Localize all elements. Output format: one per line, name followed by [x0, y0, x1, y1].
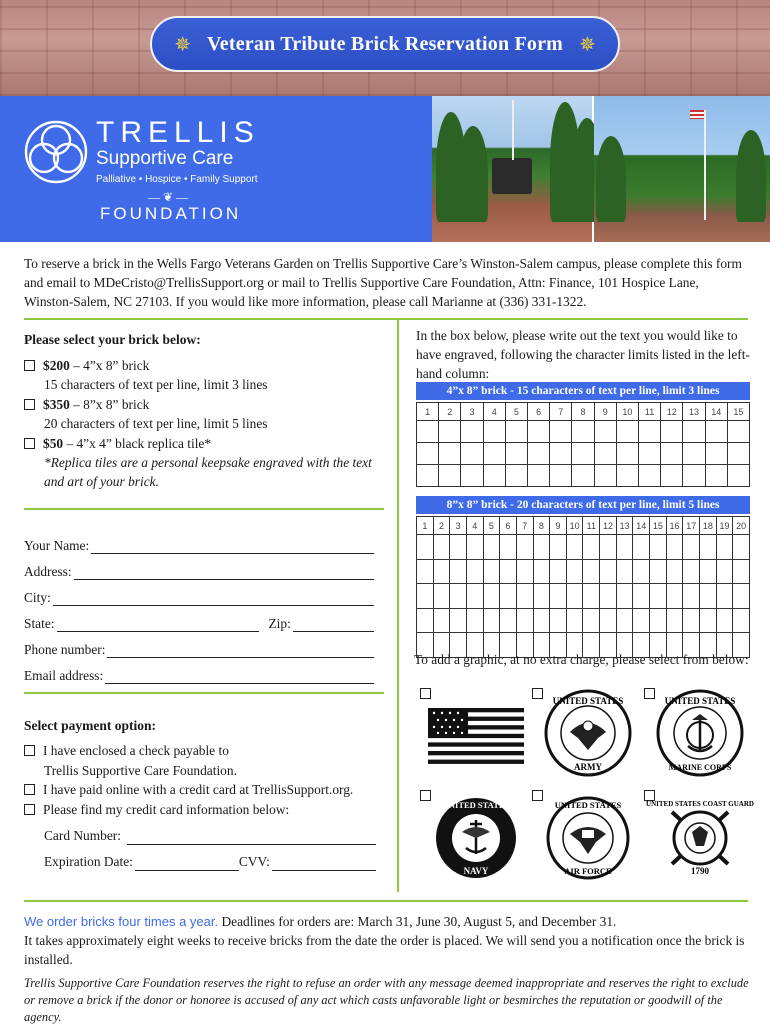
payment-heading: Select payment option:	[24, 718, 156, 733]
grid-column-number: 12	[661, 403, 683, 421]
emblem-top-text: UNITED STATES	[552, 696, 624, 706]
grid-cell[interactable]	[567, 560, 584, 585]
grid-column-number: 8	[572, 403, 594, 421]
grid-column-number: 3	[450, 517, 467, 535]
phone-input[interactable]	[107, 644, 374, 658]
grid-cell[interactable]	[683, 421, 705, 443]
emblem-bottom-text: 1790	[691, 866, 709, 876]
grid-cell[interactable]	[450, 584, 467, 609]
grid-column-number: 4	[467, 517, 484, 535]
grid-cell[interactable]	[633, 560, 650, 585]
grid-cell[interactable]	[434, 560, 451, 585]
grid-column-number: 6	[500, 517, 517, 535]
grid-cell[interactable]	[700, 584, 717, 609]
grid-cell[interactable]	[417, 535, 434, 560]
grid-cell[interactable]	[617, 465, 639, 487]
grid-cell[interactable]	[572, 421, 594, 443]
grid-cell[interactable]	[461, 465, 483, 487]
grid-column-number: 7	[517, 517, 534, 535]
grid-cell[interactable]	[639, 465, 661, 487]
grid-cell[interactable]	[572, 465, 594, 487]
check-payee: Trellis Supportive Care Foundation.	[44, 762, 237, 778]
grid-cell[interactable]	[661, 443, 683, 465]
grid-cell[interactable]	[450, 609, 467, 634]
emblem-top-text: UNITED STATES COAST GUARD	[646, 800, 754, 808]
grid-cell[interactable]	[484, 421, 506, 443]
grid-column-number: 10	[617, 403, 639, 421]
grid-column-number: 4	[484, 403, 506, 421]
emblem-bottom-text: MARINE CORPS	[668, 763, 732, 772]
navy-seal-icon	[428, 792, 524, 878]
brick-option-50[interactable]	[24, 434, 384, 453]
grid-column-number: 10	[567, 517, 584, 535]
grid-cell[interactable]	[550, 584, 567, 609]
grid-cell[interactable]	[417, 609, 434, 634]
grid-cell[interactable]	[706, 421, 728, 443]
graphic-caption: To add a graphic, at no extra charge, please select from below:	[414, 652, 749, 667]
card-number-input[interactable]	[127, 831, 376, 845]
grid-cell[interactable]	[467, 584, 484, 609]
grid-column-number: 13	[683, 403, 705, 421]
divider	[24, 318, 748, 320]
grid-cell[interactable]	[683, 465, 705, 487]
grid-cell[interactable]	[633, 584, 650, 609]
payment-section	[24, 716, 376, 871]
checkbox[interactable]	[24, 399, 35, 410]
graphic-option-air-force[interactable]	[532, 786, 636, 878]
grid-column-number: 2	[439, 403, 461, 421]
engraving-grid-large[interactable]	[416, 516, 750, 658]
grid-column-number: 3	[461, 403, 483, 421]
grid-column-number: 6	[528, 403, 550, 421]
contact-fields	[24, 528, 374, 684]
grid-cell[interactable]	[650, 535, 667, 560]
grid-cell[interactable]	[567, 584, 584, 609]
grid-cell[interactable]	[417, 443, 439, 465]
email-field[interactable]: Email address:	[24, 658, 374, 684]
grid-cell[interactable]	[450, 535, 467, 560]
grid-cell[interactable]	[517, 560, 534, 585]
grid-cell[interactable]	[567, 535, 584, 560]
grid-cell[interactable]	[461, 421, 483, 443]
grid-cell[interactable]	[450, 560, 467, 585]
grid-cell[interactable]	[683, 443, 705, 465]
graphic-option-navy[interactable]	[420, 786, 524, 878]
brick-select-heading: Please select your brick below:	[24, 332, 201, 347]
grid-cell[interactable]	[667, 560, 684, 585]
name-input[interactable]	[91, 540, 374, 554]
grid-cell[interactable]	[467, 609, 484, 634]
emblem-bottom-text: ARMY	[574, 762, 602, 772]
grid-cell[interactable]	[700, 560, 717, 585]
grid-cell[interactable]	[667, 535, 684, 560]
grid-column-number: 17	[683, 517, 700, 535]
checkbox[interactable]	[24, 745, 35, 756]
checkbox[interactable]	[24, 360, 35, 371]
grid-cell[interactable]	[617, 535, 634, 560]
divider	[24, 900, 748, 902]
star-icon: ✵	[174, 33, 191, 56]
grid-cell[interactable]	[650, 584, 667, 609]
grid-cell[interactable]	[706, 443, 728, 465]
card-number-field[interactable]: Card Number:	[24, 819, 376, 845]
grid-cell[interactable]	[733, 609, 750, 634]
brick-option-200[interactable]	[24, 356, 384, 375]
grid-cell[interactable]	[700, 609, 717, 634]
grid-cell[interactable]	[717, 535, 734, 560]
grid-cell[interactable]	[417, 421, 439, 443]
zip-input[interactable]	[293, 618, 374, 632]
grid-column-number: 18	[700, 517, 717, 535]
marine-corps-seal-icon	[652, 690, 748, 776]
grid-column-number: 9	[595, 403, 617, 421]
graphic-option-army[interactable]	[532, 684, 636, 776]
grid-cell[interactable]	[500, 535, 517, 560]
disclaimer: Trellis Supportive Care Foundation reserves the right to refuse an order with any message deemed inappropriate and reserves the right to exclude or remove a brick if the donor or honoree is accused of any act which casts unfavorable light or besmirches the reputation or goodwill of the agency.	[24, 976, 749, 1024]
grid-cell[interactable]	[639, 443, 661, 465]
expiration-field[interactable]: Expiration Date: CVV:	[24, 845, 376, 871]
grid-cell[interactable]	[534, 584, 551, 609]
checkbox[interactable]	[24, 784, 35, 795]
grid-cell[interactable]	[600, 560, 617, 585]
grid-cell[interactable]	[583, 609, 600, 634]
grid-cell[interactable]	[661, 421, 683, 443]
grid-cell[interactable]	[550, 443, 572, 465]
grid-cell[interactable]	[683, 584, 700, 609]
grid-cell[interactable]	[567, 609, 584, 634]
grid-cell[interactable]	[683, 560, 700, 585]
emblem-bottom-text: NAVY	[463, 866, 489, 876]
grid-cell[interactable]	[728, 421, 750, 443]
grid-cell[interactable]	[572, 443, 594, 465]
grid-cell[interactable]	[467, 560, 484, 585]
brand-tagline: Palliative • Hospice • Family Support	[96, 174, 258, 185]
grid-cell[interactable]	[528, 465, 550, 487]
grid-column-number: 12	[600, 517, 617, 535]
grid-cell[interactable]	[617, 560, 634, 585]
grid-cell[interactable]	[534, 560, 551, 585]
engraving-instructions: In the box below, please write out the text you would like to have engraved, following the character limits listed in the left-hand column:	[416, 328, 750, 381]
leaf-icon: — ❦ —	[148, 190, 189, 204]
state-input[interactable]	[57, 618, 259, 632]
grid-cell[interactable]	[633, 609, 650, 634]
grid-cell[interactable]	[667, 584, 684, 609]
option-desc: – 4”x 4” black replica tile*	[63, 435, 212, 451]
grid-column-number: 13	[617, 517, 634, 535]
phone-field[interactable]: Phone number:	[24, 632, 374, 658]
grid-cell[interactable]	[500, 584, 517, 609]
brick-banner	[0, 0, 770, 96]
grid-column-number: 2	[434, 517, 451, 535]
grid-cell[interactable]	[534, 535, 551, 560]
grid-cell[interactable]	[667, 609, 684, 634]
grid-cell[interactable]	[595, 443, 617, 465]
grid-cell[interactable]	[583, 560, 600, 585]
option-price: $350	[43, 396, 70, 412]
grid-column-number: 8	[534, 517, 551, 535]
grid-cell[interactable]	[417, 465, 439, 487]
replica-note: *Replica tiles are a personal keepsake engraved with the text and art of your brick.	[44, 455, 372, 490]
cvv-input[interactable]	[272, 857, 376, 871]
army-seal-icon	[540, 690, 636, 776]
grid-cell[interactable]	[717, 584, 734, 609]
air-force-seal-icon	[540, 792, 636, 878]
grid-cell[interactable]	[439, 421, 461, 443]
payment-option-card[interactable]: Please find my credit card information below:	[24, 800, 376, 819]
grid-cell[interactable]	[728, 443, 750, 465]
grid-cell[interactable]	[434, 609, 451, 634]
option-price: $50	[43, 435, 64, 451]
grid-column-number: 1	[417, 517, 434, 535]
option-desc: – 8”x 8” brick	[69, 396, 150, 412]
grid-cell[interactable]	[534, 609, 551, 634]
brick-options	[24, 356, 384, 492]
payment-option-online[interactable]: I have paid online with a credit card at TrellisSupport.org.	[24, 780, 376, 799]
grid-cell[interactable]	[550, 535, 567, 560]
grid-cell[interactable]	[583, 535, 600, 560]
grid-cell[interactable]	[600, 584, 617, 609]
checkbox[interactable]	[24, 804, 35, 815]
grid-cell[interactable]	[528, 421, 550, 443]
grid-cell[interactable]	[484, 465, 506, 487]
grid-cell[interactable]	[484, 609, 501, 634]
grid-column-number: 14	[706, 403, 728, 421]
option-price: $200	[43, 358, 70, 373]
address-field[interactable]: Address:	[24, 554, 374, 580]
checkbox[interactable]	[24, 438, 35, 449]
grid-cell[interactable]	[484, 443, 506, 465]
grid-cell[interactable]	[484, 560, 501, 585]
order-info	[24, 912, 754, 969]
expiration-input[interactable]	[135, 857, 239, 871]
grid-cell[interactable]	[517, 584, 534, 609]
star-icon: ✵	[579, 33, 596, 56]
graphic-option-flag[interactable]	[420, 684, 524, 776]
option-detail: 15 characters of text per line, limit 3 lines	[44, 377, 268, 393]
grid-cell[interactable]	[500, 609, 517, 634]
grid-cell[interactable]	[733, 535, 750, 560]
grid-cell[interactable]	[661, 465, 683, 487]
grid-cell[interactable]	[706, 465, 728, 487]
name-field[interactable]: Your Name:	[24, 528, 374, 554]
order-deadlines: Deadlines for orders are: March 31, June 30, August 5, and December 31.	[218, 914, 617, 929]
grid-cell[interactable]	[617, 584, 634, 609]
grid-column-number: 16	[667, 517, 684, 535]
grid-column-number: 19	[717, 517, 734, 535]
brand-name: TRELLIS	[96, 116, 260, 149]
grid-cell[interactable]	[617, 609, 634, 634]
grid-cell[interactable]	[484, 584, 501, 609]
intro-text: To reserve a brick in the Wells Fargo Veterans Garden on Trellis Supportive Care’s Winston-Salem campus, please complete this form and email to MDeCristo@TrellisSupport.org or mail to Trellis Supportive Care Foundation, Attn: Finance, 101 Hospice Lane, Winston-Salem, NC 27103. If you would like more information, please call Marianne at (336) 331-1322.	[24, 256, 742, 309]
grid-small-title: 4”x 8” brick - 15 characters of text per line, limit 3 lines	[416, 382, 750, 400]
logo-panel	[0, 96, 432, 242]
grid-large-title: 8”x 8” brick - 20 characters of text per line, limit 5 lines	[416, 496, 750, 514]
grid-column-number: 9	[550, 517, 567, 535]
graphic-option-coast-guard[interactable]	[644, 786, 754, 878]
grid-column-number: 15	[650, 517, 667, 535]
emblem-top-text: UNITED STATES	[554, 800, 622, 810]
order-timing: It takes approximately eight weeks to receive bricks from the date the order is placed. We will send you a notification once the brick is installed.	[24, 933, 745, 967]
grid-cell[interactable]	[595, 421, 617, 443]
grid-cell[interactable]	[467, 535, 484, 560]
grid-cell[interactable]	[417, 584, 434, 609]
trellis-logo-icon	[22, 118, 90, 186]
grid-cell[interactable]	[633, 535, 650, 560]
brand-subtitle: Supportive Care	[96, 148, 234, 169]
grid-cell[interactable]	[600, 535, 617, 560]
brick-option-350[interactable]	[24, 395, 384, 414]
emblem-top-text: UNITED STATES	[442, 800, 510, 810]
title-pill	[150, 16, 620, 72]
grid-cell[interactable]	[417, 560, 434, 585]
grid-cell[interactable]	[700, 535, 717, 560]
grid-column-number: 15	[728, 403, 750, 421]
grid-column-number: 14	[633, 517, 650, 535]
grid-cell[interactable]	[506, 421, 528, 443]
divider	[24, 508, 384, 510]
city-input[interactable]	[53, 592, 374, 606]
graphic-option-marines[interactable]	[644, 684, 748, 776]
grid-cell[interactable]	[550, 465, 572, 487]
grid-cell[interactable]	[595, 465, 617, 487]
emblem-top-text: UNITED STATES	[664, 696, 736, 706]
grid-column-number: 11	[639, 403, 661, 421]
grid-cell[interactable]	[550, 560, 567, 585]
emblem-bottom-text: AIR FORCE	[564, 866, 612, 876]
grid-cell[interactable]	[728, 465, 750, 487]
grid-column-number: 1	[417, 403, 439, 421]
grid-column-number: 7	[550, 403, 572, 421]
grid-cell[interactable]	[506, 443, 528, 465]
grid-cell[interactable]	[484, 535, 501, 560]
grid-column-number: 5	[506, 403, 528, 421]
payment-option-check[interactable]: I have enclosed a check payable to	[24, 741, 376, 760]
grid-cell[interactable]	[500, 560, 517, 585]
grid-cell[interactable]	[434, 584, 451, 609]
grid-cell[interactable]	[439, 465, 461, 487]
grid-cell[interactable]	[717, 560, 734, 585]
grid-cell[interactable]	[434, 535, 451, 560]
order-highlight: We order bricks four times a year.	[24, 914, 219, 929]
grid-cell[interactable]	[639, 421, 661, 443]
grid-cell[interactable]	[506, 465, 528, 487]
engraving-grid-small[interactable]	[416, 402, 750, 487]
grid-cell[interactable]	[617, 443, 639, 465]
grid-cell[interactable]	[550, 421, 572, 443]
divider	[24, 692, 384, 694]
grid-cell[interactable]	[583, 584, 600, 609]
divider	[397, 318, 399, 892]
grid-cell[interactable]	[650, 560, 667, 585]
grid-cell[interactable]	[439, 443, 461, 465]
address-input[interactable]	[74, 566, 374, 580]
garden-photo-memorial	[432, 96, 592, 242]
garden-photo-flagpole	[594, 96, 770, 242]
grid-cell[interactable]	[517, 535, 534, 560]
grid-cell[interactable]	[600, 609, 617, 634]
brand-foundation: FOUNDATION	[100, 204, 242, 223]
grid-cell[interactable]	[683, 609, 700, 634]
grid-cell[interactable]	[550, 609, 567, 634]
city-field[interactable]: City:	[24, 580, 374, 606]
grid-cell[interactable]	[528, 443, 550, 465]
grid-cell[interactable]	[733, 560, 750, 585]
grid-cell[interactable]	[683, 535, 700, 560]
coast-guard-seal-icon	[646, 792, 754, 878]
option-desc: – 4”x 8” brick	[69, 358, 150, 373]
american-flag-icon	[428, 690, 524, 776]
grid-cell[interactable]	[517, 609, 534, 634]
email-input[interactable]	[105, 670, 374, 684]
option-detail: 20 characters of text per line, limit 5 lines	[44, 416, 268, 432]
grid-cell[interactable]	[650, 609, 667, 634]
grid-column-number: 5	[484, 517, 501, 535]
state-zip-field[interactable]: State: Zip:	[24, 606, 374, 632]
grid-cell[interactable]	[617, 421, 639, 443]
grid-cell[interactable]	[461, 443, 483, 465]
grid-column-number: 20	[733, 517, 750, 535]
grid-column-number: 11	[583, 517, 600, 535]
grid-cell[interactable]	[733, 584, 750, 609]
grid-cell[interactable]	[717, 609, 734, 634]
page-title: Veteran Tribute Brick Reservation Form	[206, 32, 564, 55]
